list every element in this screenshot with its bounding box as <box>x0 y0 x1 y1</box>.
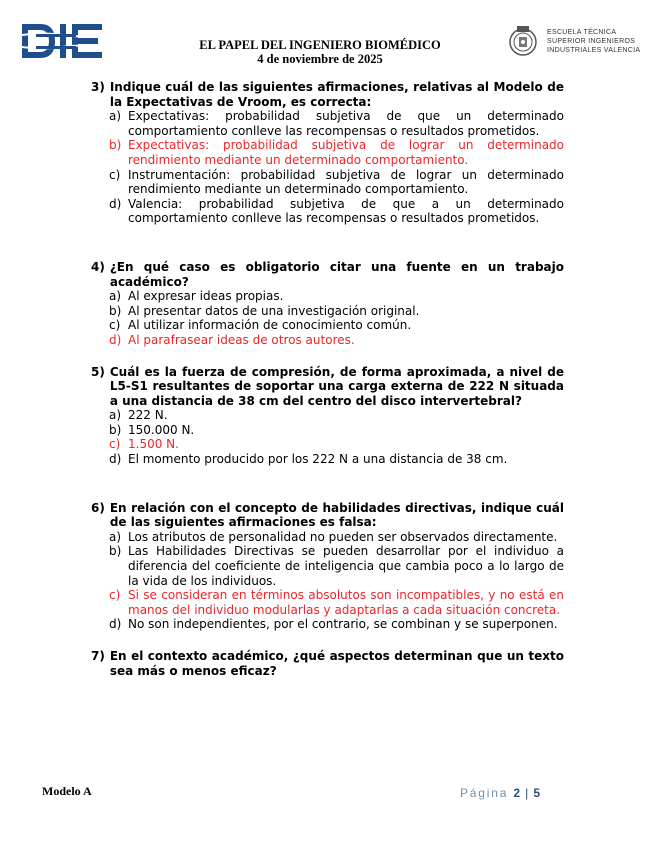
option-text: Expectativas: probabilidad subjetiva de lograr un determinado rendimiento mediante un determinado comportamiento. <box>128 138 564 167</box>
option-letter: a) <box>109 529 122 544</box>
option-letter: c) <box>109 318 121 333</box>
option-text: Al expresar ideas propias. <box>128 289 284 304</box>
option-letter: d) <box>109 332 122 347</box>
option-a <box>109 109 564 138</box>
option-text: Expectativas: probabilidad subjetiva de que un determinado comportamiento conlleve las recompensas o resultados prometidos. <box>128 109 564 138</box>
option-letter: a) <box>109 289 122 304</box>
option-letter: b) <box>109 138 122 153</box>
option-b <box>109 544 564 588</box>
question-5 <box>91 365 564 467</box>
question-number: 3) <box>91 80 105 94</box>
school-name <box>547 28 640 55</box>
option-text: 222 N. <box>128 408 168 423</box>
option-d-correct <box>109 333 564 348</box>
option-b <box>109 423 564 438</box>
option-letter: b) <box>109 303 122 318</box>
question-title <box>91 501 564 530</box>
option-letter: a) <box>109 109 122 124</box>
option-letter: c) <box>109 588 121 603</box>
page-number: 2 <box>513 786 520 800</box>
option-text: Instrumentación: probabilidad subjetiva de lograr un determinado rendimiento mediante un determinado comportamiento. <box>128 167 564 197</box>
spacer <box>91 632 564 649</box>
option-b-correct <box>109 138 564 167</box>
option-c-correct <box>109 437 564 452</box>
option-d <box>109 452 564 467</box>
header-date: 4 de noviembre de 2025 <box>257 52 383 66</box>
question-text: En relación con el concepto de habilidades directivas, indique cuál de las siguientes afirmaciones es falsa: <box>109 500 564 530</box>
option-letter: c) <box>109 437 121 452</box>
question-title <box>91 365 564 409</box>
document-header-title <box>150 38 490 66</box>
spacer <box>91 226 564 260</box>
page-indicator <box>460 786 540 800</box>
option-text: No son independientes, por el contrario, se combinan y se superponen. <box>128 617 558 632</box>
options-list <box>91 530 564 632</box>
options-list <box>91 289 564 347</box>
option-c-correct <box>109 588 564 617</box>
question-text: Indique cuál de las siguientes afirmaciones, relativas al Modelo de la Expectativas de Vroom, es correcta: <box>109 80 564 109</box>
question-title <box>91 80 564 109</box>
option-c <box>109 168 564 197</box>
option-letter: b) <box>109 544 122 559</box>
option-text: El momento producido por los 222 N a una distancia de 38 cm. <box>128 452 508 467</box>
spacer <box>91 348 564 365</box>
page-label: Página <box>460 786 509 800</box>
question-6 <box>91 501 564 632</box>
option-letter: d) <box>109 452 122 467</box>
school-line1: ESCUELA TÉCNICA <box>547 29 617 36</box>
option-letter: d) <box>109 617 122 632</box>
option-text: 150.000 N. <box>128 422 195 437</box>
option-text: Los atributos de personalidad no pueden ser observados directamente. <box>128 529 558 544</box>
option-letter: c) <box>109 167 121 182</box>
question-text: ¿En qué caso es obligatorio citar una fuente en un trabajo académico? <box>109 259 564 289</box>
option-text: Las Habilidades Directivas se pueden desarrollar por el individuo a diferencia del coeficiente de inteligencia que cambia poco a lo largo de la vida de los individuos. <box>128 544 564 588</box>
question-number: 6) <box>91 500 105 515</box>
school-seal-icon <box>508 24 538 58</box>
option-text: Al utilizar información de conocimiento común. <box>128 318 412 333</box>
options-list <box>91 109 564 226</box>
option-text: Al presentar datos de una investigación original. <box>128 303 420 318</box>
question-number: 7) <box>91 649 105 663</box>
question-number: 4) <box>91 259 105 274</box>
option-text: Al parafrasear ideas de otros autores. <box>128 332 355 347</box>
option-a <box>109 530 564 545</box>
option-letter: a) <box>109 408 122 423</box>
option-letter: d) <box>109 196 122 211</box>
school-line2: SUPERIOR INGENIEROS <box>547 38 636 45</box>
option-c <box>109 318 564 333</box>
question-text: Cuál es la fuerza de compresión, de forma aproximada, a nivel de L5-S1 resultantes de soportar una carga externa de 222 N situada a una distancia de 38 cm del centro del disco intervertebral? <box>109 364 564 408</box>
option-letter: b) <box>109 422 122 437</box>
school-line3: INDUSTRIALES VALENCIA <box>547 47 641 54</box>
question-number: 5) <box>91 364 105 379</box>
option-a <box>109 289 564 304</box>
question-text: En el contexto académico, ¿qué aspectos determinan que un texto sea más o menos eficaz? <box>109 649 564 678</box>
spacer <box>91 467 564 501</box>
options-list <box>91 408 564 466</box>
option-text: Si se consideran en términos absolutos son incompatibles, y no está en manos del individuo modularlas y adaptarlas a cada situación concreta. <box>128 588 564 617</box>
option-d <box>109 617 564 632</box>
question-7 <box>91 649 564 678</box>
total-pages: 5 <box>533 786 541 800</box>
option-b <box>109 304 564 319</box>
question-title <box>91 260 564 289</box>
option-d <box>109 197 564 226</box>
die-logo <box>22 22 104 60</box>
question-4 <box>91 260 564 348</box>
page-separator: | <box>525 786 529 800</box>
option-a <box>109 408 564 423</box>
question-title <box>91 649 564 678</box>
question-3 <box>91 80 564 226</box>
exam-model-label: Modelo A <box>42 784 92 798</box>
option-text: Valencia: probabilidad subjetiva de que a un determinado comportamiento conlleve las recompensas o resultados prometidos. <box>128 196 564 226</box>
option-text: 1.500 N. <box>128 437 179 452</box>
header-title-line1: EL PAPEL DEL INGENIERO BIOMÉDICO <box>199 38 441 52</box>
exam-content <box>91 80 564 678</box>
